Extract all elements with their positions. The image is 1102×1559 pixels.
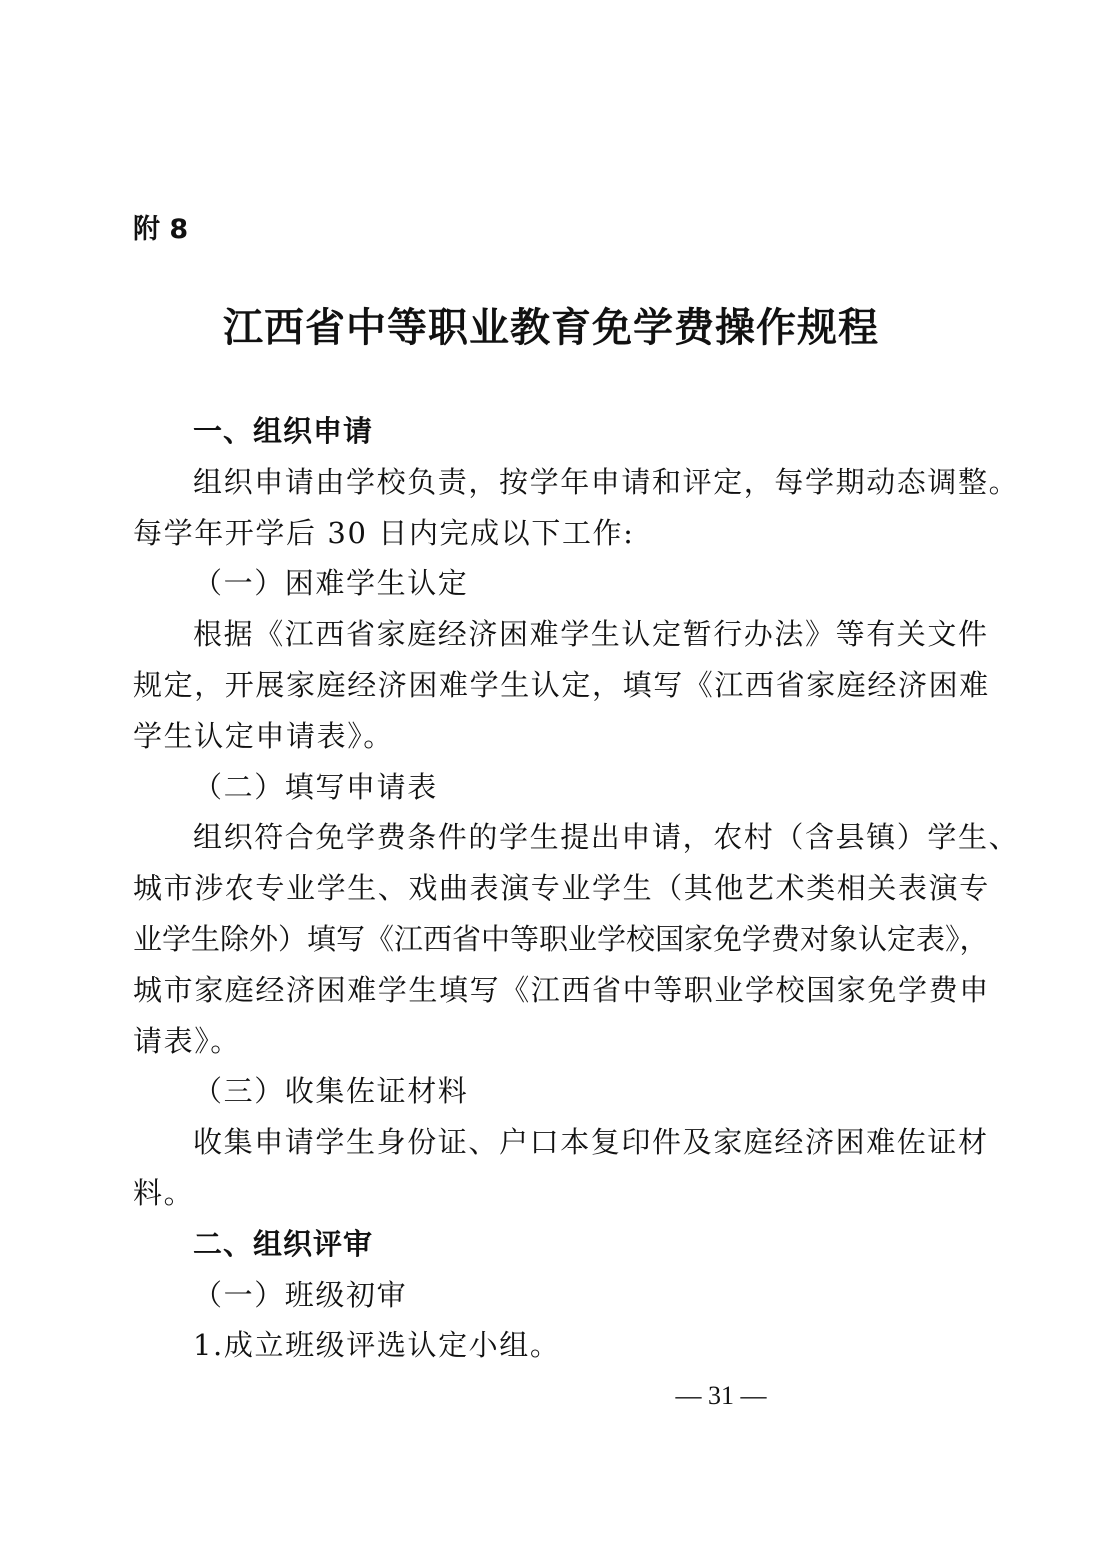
paragraph-line: 组织申请由学校负责，按学年申请和评定，每学期动态调整。 [193, 464, 1020, 499]
paragraph-line: 城市家庭经济困难学生填写《江西省中等职业学校国家免学费申 [133, 972, 990, 1007]
attachment-label: 附 8 [133, 214, 189, 245]
paragraph-line: 收集申请学生身份证、户口本复印件及家庭经济困难佐证材 [193, 1125, 989, 1160]
paragraph-line: 组织符合免学费条件的学生提出申请，农村（含县镇）学生、 [193, 820, 1020, 855]
paragraph-line: 请表》。 [133, 1023, 241, 1058]
paragraph-line: 规定，开展家庭经济困难学生认定，填写《江西省家庭经济困难 [133, 667, 990, 702]
subsection-heading: （二）填写申请表 [193, 769, 438, 804]
page-number: — 31 — [675, 1381, 767, 1410]
section-heading-1: 一、组织申请 [193, 414, 374, 448]
subsection-heading: （三）收集佐证材料 [193, 1074, 469, 1109]
document-title: 江西省中等职业教育免学费操作规程 [223, 304, 879, 351]
paragraph-line: 料。 [133, 1175, 195, 1210]
paragraph-line: 1.成立班级评选认定小组。 [193, 1328, 561, 1363]
section-heading-2: 二、组织评审 [193, 1226, 374, 1261]
paragraph-line: 每学年开学后 30 日内完成以下工作: [133, 515, 635, 550]
document-body [133, 406, 1020, 1371]
paragraph-line: 学生认定申请表》。 [133, 718, 394, 753]
subsection-heading: （一）班级初审 [193, 1277, 408, 1312]
paragraph-line: 业学生除外）填写《江西省中等职业学校国家免学费对象认定表》， [133, 921, 989, 956]
paragraph-line: 根据《江西省家庭经济困难学生认定暂行办法》等有关文件 [193, 617, 989, 652]
paragraph-line: 城市涉农专业学生、戏曲表演专业学生（其他艺术类相关表演专 [133, 871, 990, 906]
subsection-heading: （一）困难学生认定 [193, 566, 469, 601]
